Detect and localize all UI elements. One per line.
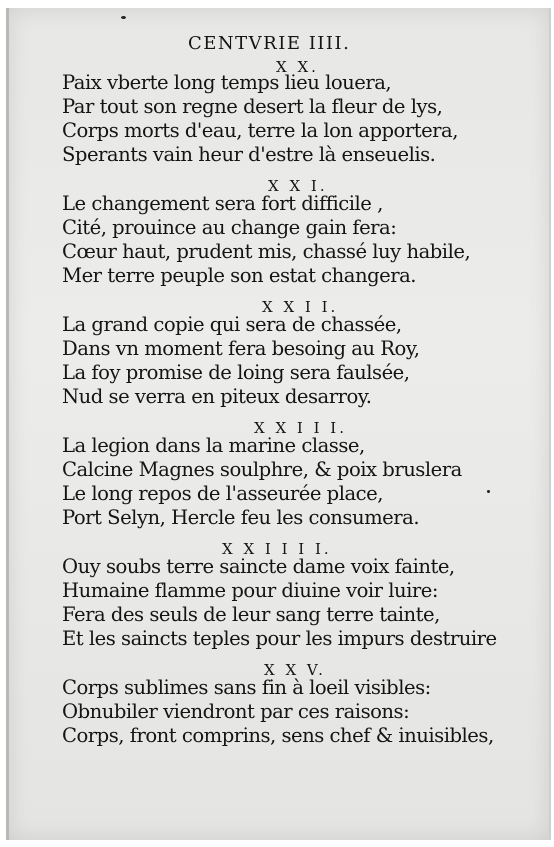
quatrain-numeral: X X V. (264, 661, 326, 679)
verse-line: Corps, front comprins, sens chef & inuisibles, (62, 724, 494, 747)
verse-line: Corps morts d'eau, terre la lon apportera, (62, 119, 458, 142)
verse-line: Fera des seuls de leur sang terre tainte, (62, 603, 440, 626)
quatrain-numeral: X X I. (268, 177, 328, 195)
verse-line: Corps sublimes sans fin à loeil visibles: (62, 676, 431, 699)
verse-line: Cœur haut, prudent mis, chassé luy habile, (62, 240, 471, 263)
verse-line: Cité, prouince au change gain fera: (62, 216, 397, 239)
verse-line: Dans vn moment fera besoing au Roy, (62, 337, 420, 360)
ink-speck (121, 16, 126, 19)
verse-line: Et les saincts teples pour les impurs destruire (62, 627, 497, 650)
quatrain-numeral: X X I I. (262, 298, 339, 316)
verse-line: Mer terre peuple son estat changera. (62, 264, 416, 287)
verse-line: Obnubiler viendront par ces raisons: (62, 700, 410, 723)
verse-line: Ouy soubs terre saincte dame voix fainte, (62, 555, 455, 578)
quatrain-numeral: X X I I I I. (222, 540, 332, 558)
verse-line: Le long repos de l'asseurée place, (62, 482, 383, 505)
verse-line: Par tout son regne desert la fleur de lys, (62, 95, 443, 118)
running-head: CENTVRIE IIII. (188, 33, 351, 54)
verse-line: Humaine flamme pour diuine voir luire: (62, 579, 438, 602)
verse-line: Calcine Magnes soulphre, & poix bruslera (62, 458, 462, 481)
ink-speck (487, 490, 490, 493)
verse-line: Port Selyn, Hercle feu les consumera. (62, 506, 420, 529)
verse-line: Nud se verra en piteux desarroy. (62, 385, 372, 408)
verse-line: Sperants vain heur d'estre là enseuelis. (62, 143, 436, 166)
verse-line: La legion dans la marine classe, (62, 434, 365, 457)
verse-line: La foy promise de loing sera faulsée, (62, 361, 410, 384)
quatrain-numeral: X X I I I. (254, 419, 347, 437)
verse-line: La grand copie qui sera de chassée, (62, 313, 402, 336)
verse-line: Le changement sera fort difficile , (62, 192, 383, 215)
verse-line: Paix vberte long temps lieu louera, (62, 71, 392, 94)
quatrain-numeral: X X. (276, 58, 319, 76)
